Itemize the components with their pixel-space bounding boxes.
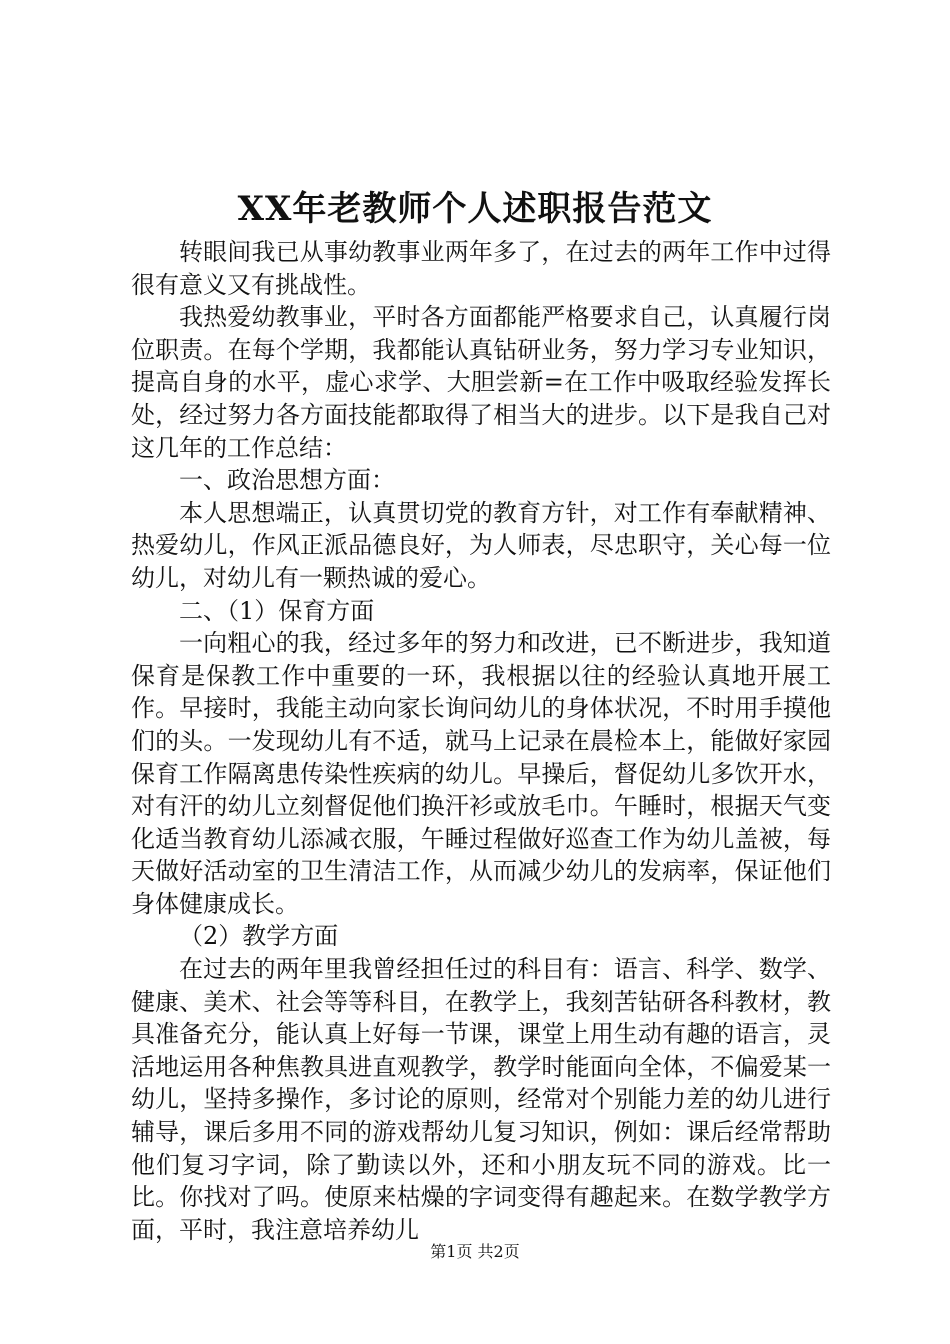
paragraph-politics: 本人思想端正，认真贯切党的教育方针，对工作有奉献精神、热爱幼儿，作风正派品德良好，为人师表，尽忠职守，关心每一位幼儿，对幼儿有一颗热诚的爱心。 xyxy=(131,498,831,592)
paragraph-care: 一向粗心的我，经过多年的努力和改进，已不断进步，我知道保育是保教工作中重要的一环，我根据以往的经验认真地开展工作。早接时，我能主动向家长询问幼儿的身体状况，不时用手摸他们的头。一发现幼儿有不适，就马上记录在晨检本上，能做好家园保育工作隔离患传染性疾病的幼儿。早操后，督促幼儿多饮开水，对有汗的幼儿立刻督促他们换汗衫或放毛巾。午睡时，根据天气变化适当教育幼儿添减衣服，午睡过程做好巡查工作为幼儿盖被，每天做好活动室的卫生清洁工作，从而减少幼儿的发病率，保证他们身体健康成长。 xyxy=(131,629,831,918)
page-footer: 第1页 共2页 xyxy=(430,1242,520,1261)
section-heading-teaching: （2）教学方面 xyxy=(179,922,339,951)
section-heading-care: 二、（1）保育方面 xyxy=(179,596,375,625)
paragraph-intro: 转眼间我已从事幼教事业两年多了，在过去的两年工作中过得很有意义又有挑战性。 xyxy=(131,238,831,299)
section-heading-politics: 一、政治思想方面： xyxy=(179,466,395,495)
document-title: XX年老教师个人述职报告范文 xyxy=(237,189,713,229)
document-body xyxy=(131,236,831,1246)
paragraph-teaching: 在过去的两年里我曾经担任过的科目有：语言、科学、数学、健康、美术、社会等等科目，在教学上，我刻苦钻研各科教材，教具准备充分，能认真上好每一节课，课堂上用生动有趣的语言，灵活地运用各种焦教具进直观教学，教学时能面向全体，不偏爱某一幼儿，坚持多操作，多讨论的原则，经常对个别能力差的幼儿进行辅导，课后多用不同的游戏帮幼儿复习知识，例如：课后经常帮助他们复习字词，除了勤读以外，还和小朋友玩不同的游戏。比一比。你找对了吗。使原来枯燥的字词变得有趣起来。在数学教学方面，平时，我注意培养幼儿 xyxy=(131,955,831,1244)
paragraph-overview: 我热爱幼教事业，平时各方面都能严格要求自己，认真履行岗位职责。在每个学期，我都能认真钻研业务，努力学习专业知识，提高自身的水平，虚心求学、大胆尝新=在工作中吸取经验发挥长处，经过努力各方面技能都取得了相当大的进步。以下是我自己对这几年的工作总结： xyxy=(131,303,831,462)
